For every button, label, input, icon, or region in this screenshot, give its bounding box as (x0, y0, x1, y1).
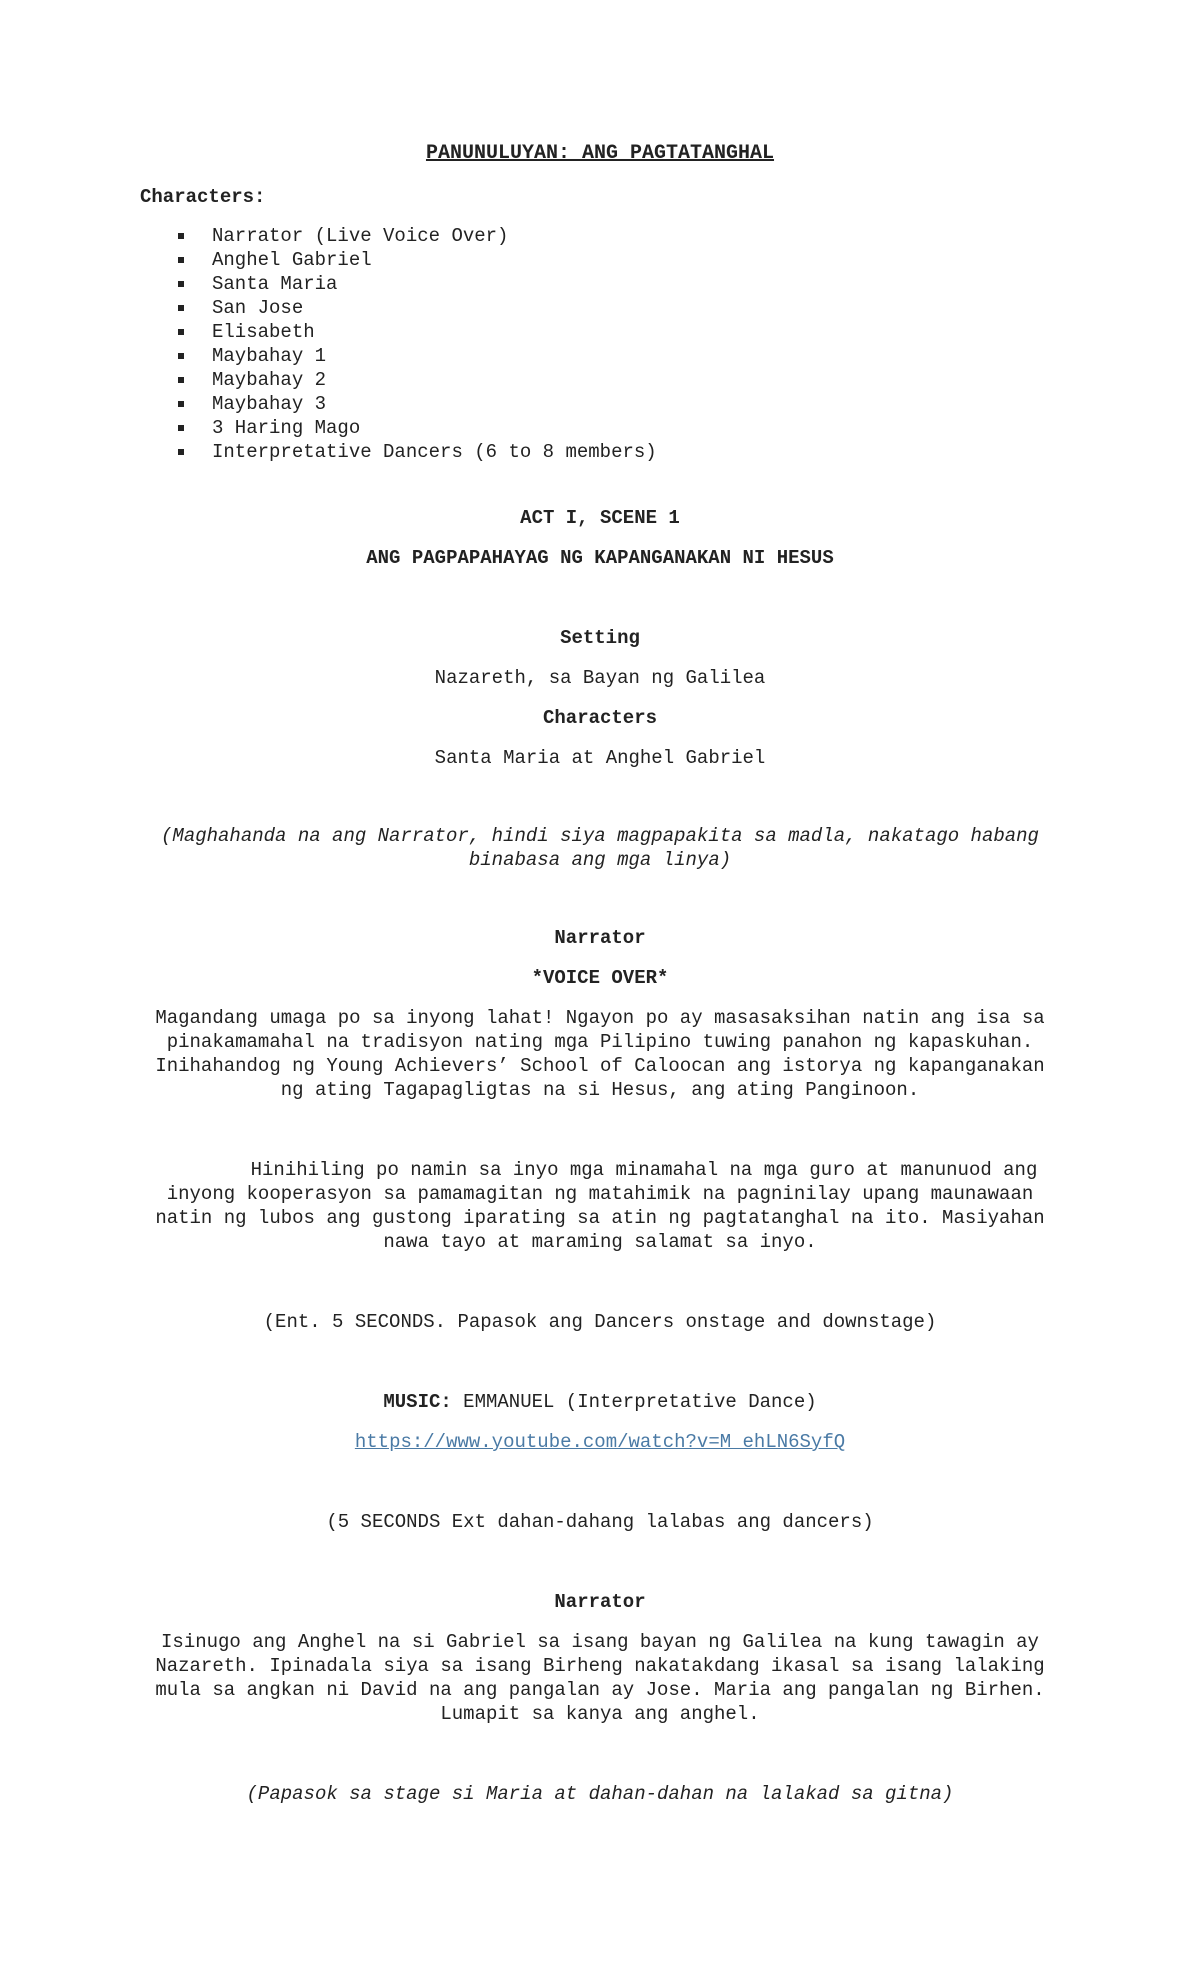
act-subtitle: ANG PAGPAPAHAYAG NG KAPANGANAKAN NI HESUS (366, 547, 834, 569)
bullet-icon (178, 449, 184, 455)
music-title: EMMANUEL (Interpretative Dance) (451, 1391, 817, 1413)
music-link-line (140, 1430, 1060, 1454)
bullet-icon (178, 329, 184, 335)
narration-paragraph: Magandang umaga po sa inyong lahat! Ngayon po ay masasaksihan natin ang isa sa pinakamamahal na tradisyon nating mga Pilipino tuwing panahon ng kapaskuhan. Inihahandog ng Young Achievers’ School of Caloocan ang istorya ng kapanganakan ng ating Tagapagligtas na si Hesus, ang ating Panginoon. (155, 1007, 1045, 1101)
list-item: San Jose (140, 296, 1060, 320)
bullet-icon (178, 233, 184, 239)
narration-paragraph: Isinugo ang Anghel na si Gabriel sa isang bayan ng Galilea na kung tawagin ay Nazareth. Ipinadala siya sa isang Birheng nakatakdang ikasal sa isang lalaking mula sa angkan ni David na ang pangalan ay Jose. Maria ang pangalan ng Birhen. Lumapit sa kanya ang anghel. (155, 1631, 1045, 1725)
act-heading: ACT I, SCENE 1 (520, 507, 680, 529)
stage-direction: (Papasok sa stage si Maria at dahan-dahan na lalakad sa gitna) (246, 1783, 954, 1805)
list-item: Anghel Gabriel (140, 248, 1060, 272)
bullet-icon (178, 305, 184, 311)
stage-direction: (5 SECONDS Ext dahan-dahang lalabas ang dancers) (326, 1511, 874, 1533)
list-item: Santa Maria (140, 272, 1060, 296)
narrator-heading: Narrator (554, 927, 646, 949)
bullet-icon (178, 281, 184, 287)
voice-over-label: *VOICE OVER* (531, 967, 669, 989)
setting-heading: Setting (560, 627, 640, 649)
list-item: Elisabeth (140, 320, 1060, 344)
stage-direction: (Maghahanda na ang Narrator, hindi siya magpapakita sa madla, nakatago habang binabasa ang mga linya) (161, 825, 1039, 871)
music-label: MUSIC: (383, 1391, 452, 1413)
page-title: PANUNULUYAN: ANG PAGTATANGHAL (425, 142, 775, 165)
list-item: Narrator (Live Voice Over) (140, 224, 1060, 248)
bullet-icon (178, 401, 184, 407)
list-item: 3 Haring Mago (140, 416, 1060, 440)
scene-characters-heading: Characters (542, 707, 658, 729)
music-link[interactable]: https://www.youtube.com/watch?v=M_ehLN6SyfQ (354, 1431, 846, 1453)
narration-paragraph: Hinihiling po namin sa inyo mga minamahal na mga guro at manunuod ang inyong kooperasyon sa pamamagitan ng matahimik na pagninilay upang maunawaan natin ng lubos ang gustong iparating sa atin ng pagtatanghal na ito. Masiyahan nawa tayo at maraming salamat sa inyo. (155, 1159, 1045, 1253)
stage-direction: (Ent. 5 SECONDS. Papasok ang Dancers onstage and downstage) (263, 1311, 937, 1333)
bullet-icon (178, 353, 184, 359)
setting-text: Nazareth, sa Bayan ng Galilea (434, 667, 766, 689)
list-item: Maybahay 2 (140, 368, 1060, 392)
bullet-icon (178, 377, 184, 383)
list-item: Maybahay 3 (140, 392, 1060, 416)
music-line (140, 1390, 1060, 1414)
list-item: Interpretative Dancers (6 to 8 members) (140, 440, 1060, 464)
narrator-heading: Narrator (554, 1591, 646, 1613)
scene-characters-text: Santa Maria at Anghel Gabriel (434, 747, 766, 769)
characters-list (140, 224, 1060, 464)
bullet-icon (178, 425, 184, 431)
list-item: Maybahay 1 (140, 344, 1060, 368)
bullet-icon (178, 257, 184, 263)
characters-heading: Characters: (140, 186, 266, 208)
